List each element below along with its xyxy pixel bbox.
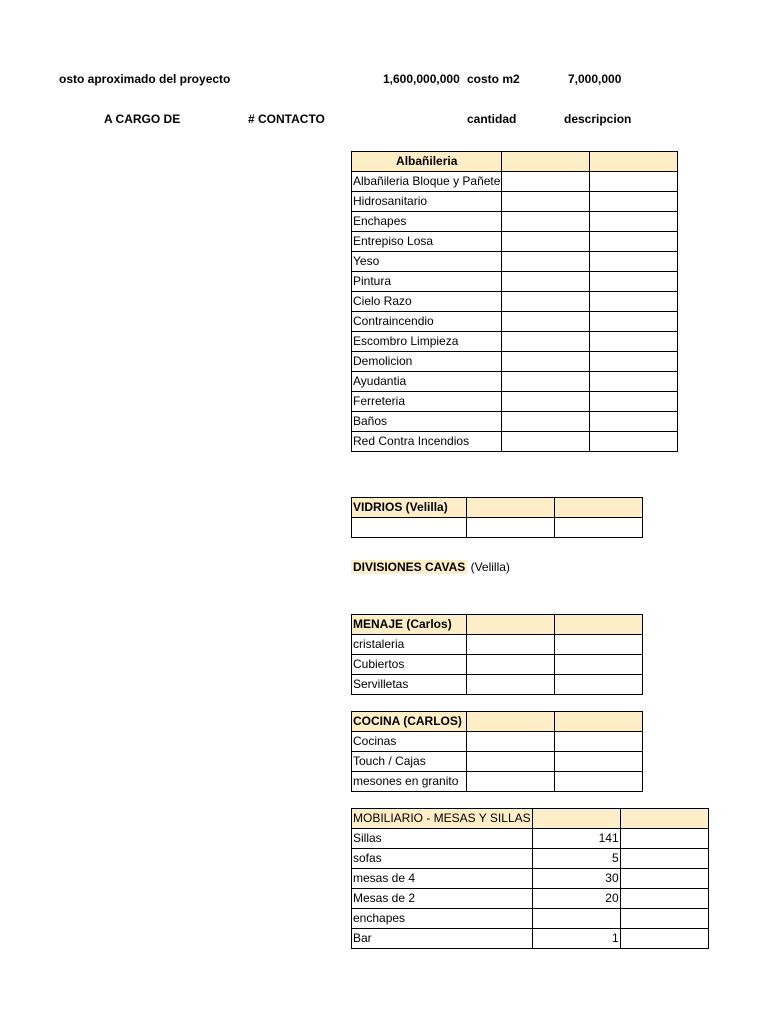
item-cell[interactable]: Enchapes bbox=[352, 212, 502, 232]
qty-cell[interactable] bbox=[502, 312, 590, 332]
project-cost-label: osto aproximado del proyecto bbox=[59, 72, 231, 86]
divisiones-suffix: (Velilla) bbox=[467, 560, 510, 574]
table-row bbox=[352, 352, 678, 372]
desc-cell[interactable] bbox=[555, 655, 643, 675]
desc-cell[interactable] bbox=[620, 909, 708, 929]
item-cell[interactable]: Yeso bbox=[352, 252, 502, 272]
item-cell[interactable]: cristaleria bbox=[352, 635, 467, 655]
item-cell[interactable]: Bar bbox=[352, 929, 533, 949]
item-cell[interactable]: sofas bbox=[352, 849, 533, 869]
table-cell[interactable] bbox=[502, 152, 590, 172]
desc-cell[interactable] bbox=[590, 292, 678, 312]
item-cell[interactable]: Baños bbox=[352, 412, 502, 432]
table-row bbox=[352, 635, 643, 655]
qty-cell[interactable]: 20 bbox=[532, 889, 620, 909]
table-row bbox=[352, 172, 678, 192]
table-row bbox=[352, 292, 678, 312]
item-cell[interactable]: Cielo Razo bbox=[352, 292, 502, 312]
qty-cell[interactable] bbox=[502, 212, 590, 232]
table-row bbox=[352, 392, 678, 412]
divisiones-cavas-line bbox=[351, 557, 510, 577]
qty-cell[interactable] bbox=[502, 232, 590, 252]
qty-cell[interactable] bbox=[467, 752, 555, 772]
desc-cell[interactable] bbox=[590, 372, 678, 392]
desc-cell[interactable] bbox=[620, 889, 708, 909]
qty-cell[interactable]: 5 bbox=[532, 849, 620, 869]
item-cell[interactable]: Mesas de 2 bbox=[352, 889, 533, 909]
desc-cell[interactable] bbox=[620, 929, 708, 949]
desc-cell[interactable] bbox=[590, 392, 678, 412]
item-cell[interactable]: Red Contra Incendios bbox=[352, 432, 502, 452]
albanileria-title[interactable]: Albañileria bbox=[352, 152, 502, 172]
cocina-title[interactable]: COCINA (CARLOS) bbox=[352, 712, 467, 732]
desc-cell[interactable] bbox=[590, 272, 678, 292]
table-cell[interactable] bbox=[555, 615, 643, 635]
qty-cell[interactable] bbox=[467, 518, 555, 538]
item-cell[interactable]: Pintura bbox=[352, 272, 502, 292]
qty-cell[interactable] bbox=[502, 332, 590, 352]
item-cell[interactable]: Contraincendio bbox=[352, 312, 502, 332]
item-cell[interactable]: Touch / Cajas bbox=[352, 752, 467, 772]
table-row bbox=[352, 929, 709, 949]
desc-cell[interactable] bbox=[590, 232, 678, 252]
desc-cell[interactable] bbox=[590, 332, 678, 352]
qty-cell[interactable] bbox=[502, 172, 590, 192]
item-cell[interactable]: Albañileria Bloque y Pañete bbox=[352, 172, 502, 192]
desc-cell[interactable] bbox=[590, 192, 678, 212]
table-header-row bbox=[352, 615, 643, 635]
item-cell[interactable] bbox=[352, 518, 467, 538]
cost-m2-value: 7,000,000 bbox=[568, 72, 622, 86]
desc-cell[interactable] bbox=[590, 312, 678, 332]
table-row bbox=[352, 655, 643, 675]
table-row bbox=[352, 192, 678, 212]
table-row bbox=[352, 849, 709, 869]
qty-cell[interactable] bbox=[502, 392, 590, 412]
table-cell[interactable] bbox=[532, 809, 620, 829]
table-header-row bbox=[352, 809, 709, 829]
table-header-row bbox=[352, 152, 678, 172]
item-cell[interactable]: mesones en granito bbox=[352, 772, 467, 792]
table-row bbox=[352, 372, 678, 392]
table-header-row bbox=[352, 498, 643, 518]
table-cell[interactable] bbox=[620, 809, 708, 829]
table-cell[interactable] bbox=[555, 712, 643, 732]
albanileria-table bbox=[351, 151, 678, 452]
item-cell[interactable]: mesas de 4 bbox=[352, 869, 533, 889]
desc-cell[interactable] bbox=[620, 829, 708, 849]
a-cargo-de-header: A CARGO DE bbox=[104, 112, 181, 126]
table-header-row bbox=[352, 712, 643, 732]
desc-cell[interactable] bbox=[555, 732, 643, 752]
qty-cell[interactable] bbox=[502, 192, 590, 212]
item-cell[interactable]: Escombro Limpieza bbox=[352, 332, 502, 352]
qty-cell[interactable] bbox=[502, 272, 590, 292]
desc-cell[interactable] bbox=[555, 675, 643, 695]
qty-cell[interactable] bbox=[502, 372, 590, 392]
table-row bbox=[352, 829, 709, 849]
desc-cell[interactable] bbox=[590, 352, 678, 372]
contacto-header: # CONTACTO bbox=[248, 112, 325, 126]
table-row bbox=[352, 909, 709, 929]
desc-cell[interactable] bbox=[590, 172, 678, 192]
item-cell[interactable]: Demolicion bbox=[352, 352, 502, 372]
table-row bbox=[352, 272, 678, 292]
vidrios-table bbox=[351, 497, 643, 538]
table-row bbox=[352, 889, 709, 909]
cantidad-header: cantidad bbox=[467, 112, 517, 126]
table-row bbox=[352, 675, 643, 695]
item-cell[interactable]: Entrepiso Losa bbox=[352, 232, 502, 252]
table-row bbox=[352, 752, 643, 772]
qty-cell[interactable] bbox=[502, 412, 590, 432]
table-row bbox=[352, 312, 678, 332]
qty-cell[interactable] bbox=[467, 772, 555, 792]
descripcion-header: descripcion bbox=[564, 112, 632, 126]
cocina-table bbox=[351, 711, 643, 792]
qty-cell[interactable] bbox=[532, 909, 620, 929]
table-cell[interactable] bbox=[467, 615, 555, 635]
table-row bbox=[352, 732, 643, 752]
table-row bbox=[352, 252, 678, 272]
desc-cell[interactable] bbox=[555, 635, 643, 655]
project-cost-value: 1,600,000,000 bbox=[383, 72, 460, 86]
item-cell[interactable]: Cubiertos bbox=[352, 655, 467, 675]
table-row bbox=[352, 232, 678, 252]
qty-cell[interactable] bbox=[502, 252, 590, 272]
cost-m2-label: costo m2 bbox=[467, 72, 520, 86]
qty-cell[interactable] bbox=[467, 675, 555, 695]
vidrios-title[interactable]: VIDRIOS (Velilla) bbox=[352, 498, 467, 518]
item-cell[interactable]: Hidrosanitario bbox=[352, 192, 502, 212]
table-row bbox=[352, 772, 643, 792]
desc-cell[interactable] bbox=[620, 849, 708, 869]
menaje-title[interactable]: MENAJE (Carlos) bbox=[352, 615, 467, 635]
table-cell[interactable] bbox=[467, 498, 555, 518]
desc-cell[interactable] bbox=[590, 432, 678, 452]
item-cell[interactable]: Cocinas bbox=[352, 732, 467, 752]
item-cell[interactable]: Servilletas bbox=[352, 675, 467, 695]
desc-cell[interactable] bbox=[555, 518, 643, 538]
table-row bbox=[352, 332, 678, 352]
qty-cell[interactable] bbox=[467, 732, 555, 752]
table-row bbox=[352, 412, 678, 432]
desc-cell[interactable] bbox=[590, 412, 678, 432]
item-cell[interactable]: Ayudantia bbox=[352, 372, 502, 392]
desc-cell[interactable] bbox=[590, 252, 678, 272]
table-cell[interactable] bbox=[467, 712, 555, 732]
table-cell[interactable] bbox=[590, 152, 678, 172]
qty-cell[interactable]: 141 bbox=[532, 829, 620, 849]
desc-cell[interactable] bbox=[620, 869, 708, 889]
desc-cell[interactable] bbox=[590, 212, 678, 232]
desc-cell[interactable] bbox=[555, 772, 643, 792]
table-row bbox=[352, 869, 709, 889]
desc-cell[interactable] bbox=[555, 752, 643, 772]
item-cell[interactable]: Ferreteria bbox=[352, 392, 502, 412]
menaje-table bbox=[351, 614, 643, 695]
item-cell[interactable]: Sillas bbox=[352, 829, 533, 849]
qty-cell[interactable] bbox=[467, 655, 555, 675]
table-cell[interactable] bbox=[555, 498, 643, 518]
mobiliario-title[interactable]: MOBILIARIO - MESAS Y SILLAS bbox=[352, 809, 533, 829]
qty-cell[interactable] bbox=[502, 432, 590, 452]
table-row bbox=[352, 432, 678, 452]
divisiones-title[interactable]: DIVISIONES CAVAS bbox=[353, 560, 466, 574]
qty-cell[interactable] bbox=[502, 292, 590, 312]
qty-cell[interactable]: 1 bbox=[532, 929, 620, 949]
qty-cell[interactable] bbox=[467, 635, 555, 655]
qty-cell[interactable] bbox=[502, 352, 590, 372]
table-row bbox=[352, 212, 678, 232]
qty-cell[interactable]: 30 bbox=[532, 869, 620, 889]
item-cell[interactable]: enchapes bbox=[352, 909, 533, 929]
table-row bbox=[352, 518, 643, 538]
mobiliario-table bbox=[351, 808, 709, 949]
